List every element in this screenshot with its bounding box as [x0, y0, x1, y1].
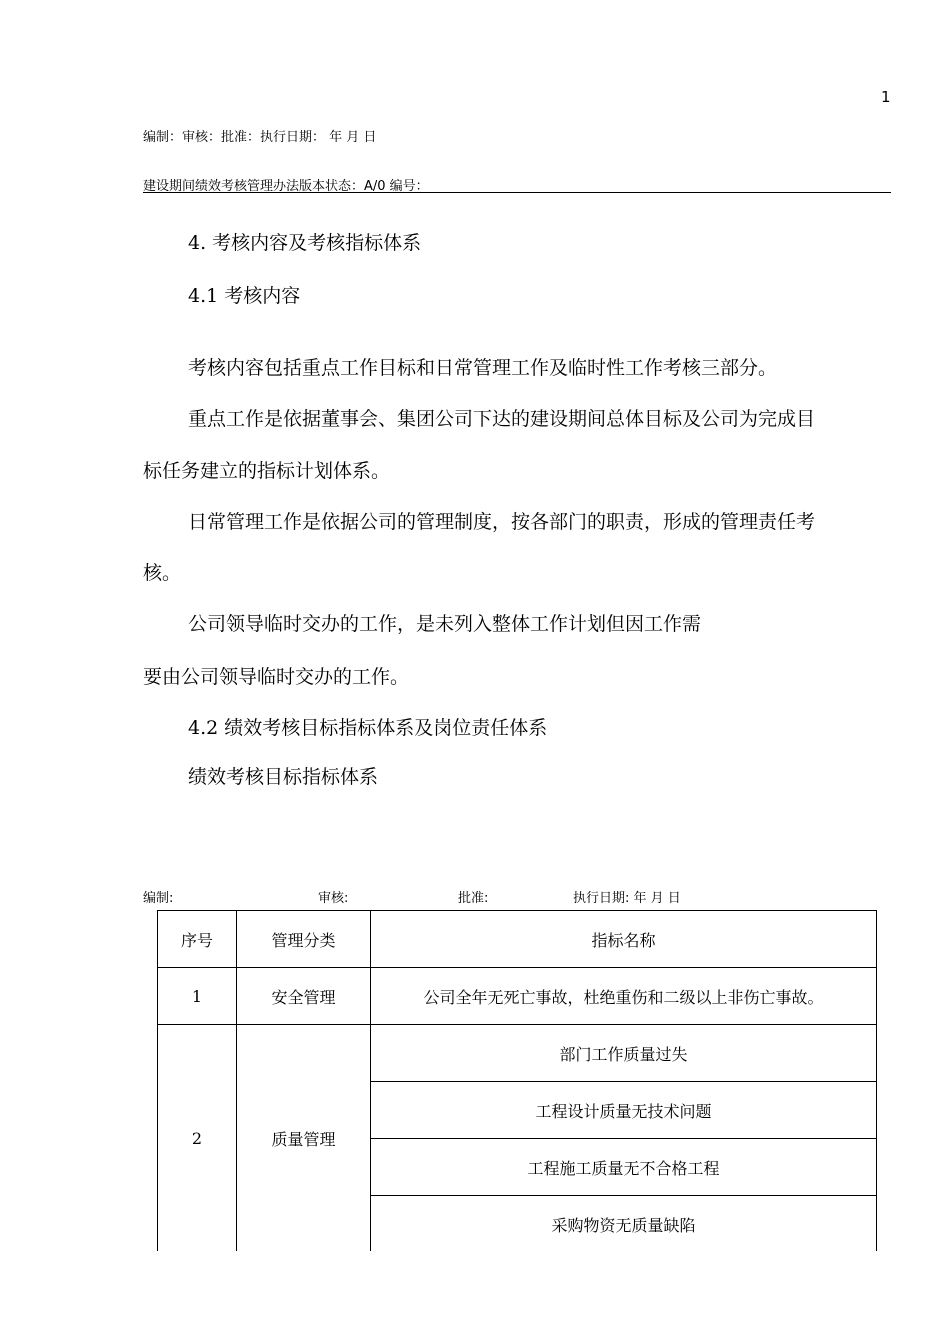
header-approval-line: 编制：审核：批准：执行日期： 年 月 日 [143, 130, 377, 145]
cell-category: 安全管理 [237, 968, 371, 1025]
paragraph-2-line-1: 重点工作是依据董事会、集团公司下达的建设期间总体目标及公司为完成目 [188, 408, 816, 430]
signoff-approved: 批准: [458, 891, 489, 906]
cell-indicator: 部门工作质量过失 [371, 1025, 877, 1082]
signoff-date: 执行日期: 年 月 日 [573, 891, 681, 906]
paragraph-1: 考核内容包括重点工作目标和日常管理工作及临时性工作考核三部分。 [188, 357, 778, 379]
table-header-row [158, 911, 877, 968]
header-document-title: 建设期间绩效考核管理办法版本状态：A/0 编号： [143, 179, 429, 194]
column-header-no: 序号 [158, 911, 237, 968]
cell-indicator: 公司全年无死亡事故，杜绝重伤和二级以上非伤亡事故。 [371, 968, 877, 1025]
section-heading-4-1: 4.1 考核内容 [188, 285, 301, 307]
subheading-kpi-system: 绩效考核目标指标体系 [188, 766, 379, 788]
page-bottom-cutoff [150, 1251, 890, 1344]
table-row [158, 1025, 877, 1082]
section-heading-4-2: 4.2 绩效考核目标指标体系及岗位责任体系 [188, 717, 548, 739]
cell-indicator: 工程施工质量无不合格工程 [371, 1139, 877, 1196]
cell-indicator: 工程设计质量无技术问题 [371, 1082, 877, 1139]
cell-no: 2 [158, 1025, 237, 1253]
paragraph-2-line-2: 标任务建立的指标计划体系。 [143, 460, 391, 482]
page-number: 1 [881, 88, 891, 106]
column-header-category: 管理分类 [237, 911, 371, 968]
header-rule [143, 192, 891, 193]
signoff-prepared: 编制: [143, 891, 174, 906]
column-header-indicator: 指标名称 [371, 911, 877, 968]
paragraph-3-line-1: 日常管理工作是依据公司的管理制度，按各部门的职责，形成的管理责任考 [188, 511, 816, 533]
paragraph-4-line-1: 公司领导临时交办的工作，是未列入整体工作计划但因工作需 [188, 613, 702, 635]
table-row [158, 968, 877, 1025]
cell-indicator: 采购物资无质量缺陷 [371, 1196, 877, 1253]
paragraph-4-line-2: 要由公司领导临时交办的工作。 [143, 666, 410, 688]
section-heading-4: 4. 考核内容及考核指标体系 [188, 232, 422, 254]
paragraph-3-line-2: 核。 [143, 562, 182, 584]
signoff-reviewed: 审核: [318, 891, 349, 906]
kpi-table [157, 910, 877, 1253]
cell-category: 质量管理 [237, 1025, 371, 1253]
cell-no: 1 [158, 968, 237, 1025]
